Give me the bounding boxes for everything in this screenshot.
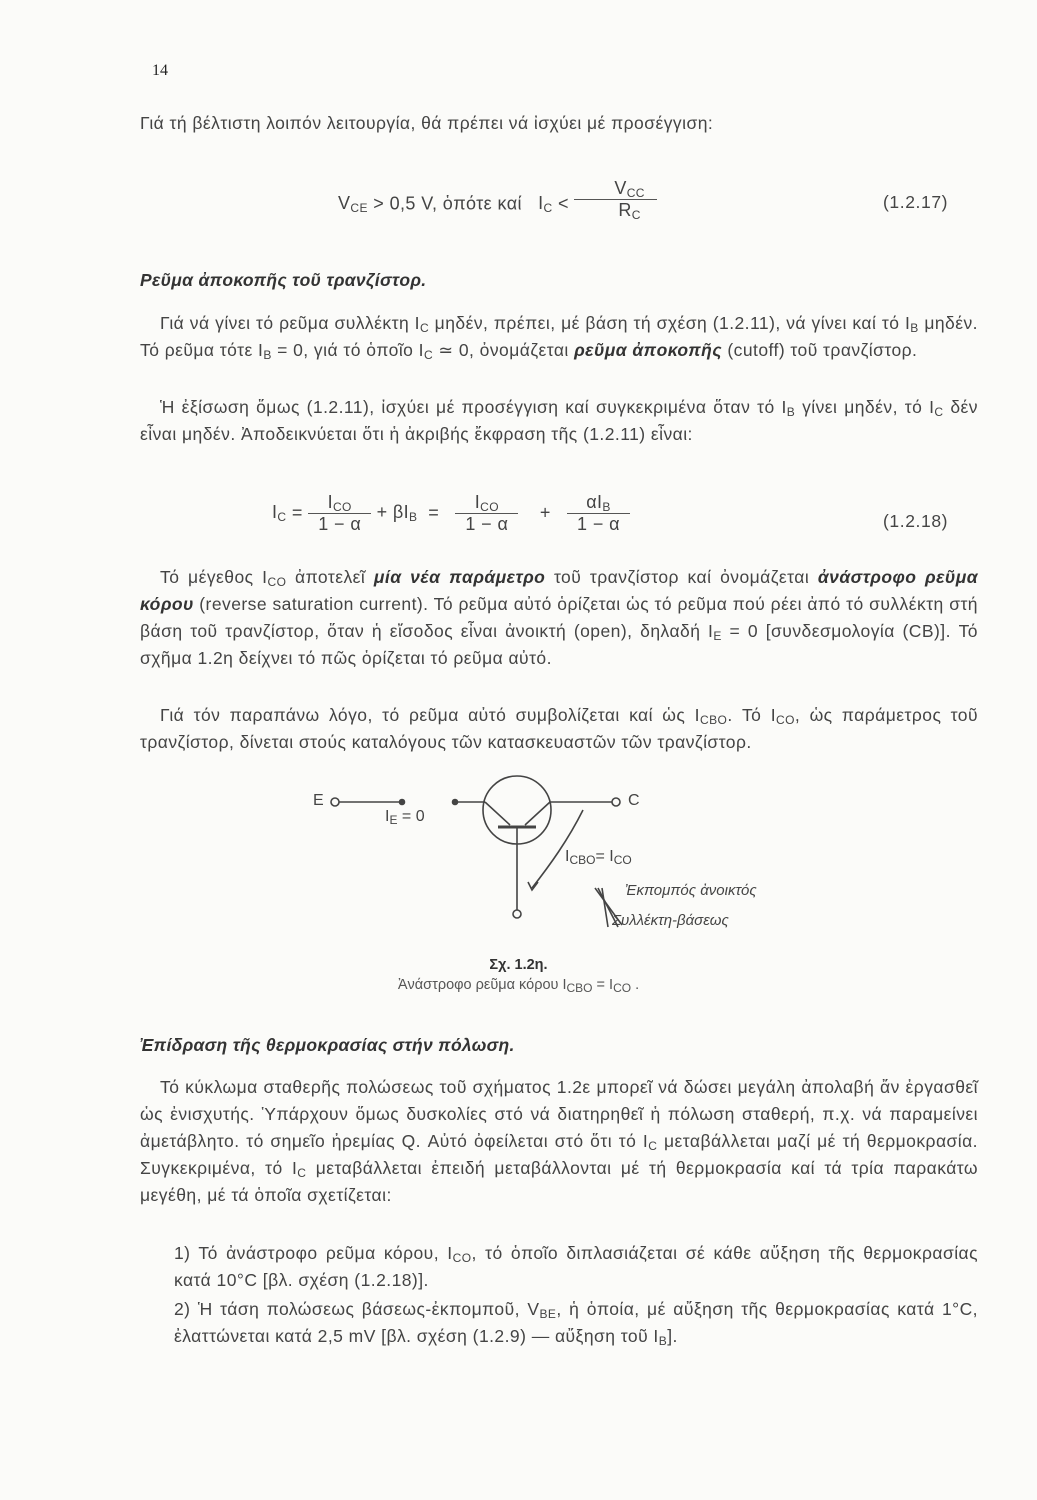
- list-item-1: 1) Τό ἀνάστροφο ρεῦμα κόρου, $I_{CO}$, τό ὁποῖο διπλασιάζεται σέ κάθε αὔξηση τῆς θερμοκρασίας κατά 10°C [βλ. σχέση (1.2.18)].: [174, 1243, 978, 1290]
- equation-number-1-2-18: (1.2.18): [883, 511, 949, 531]
- paragraph-icbo-symbol: Γιά τόν παραπάνω λόγο, τό ρεῦμα αὐτό συμβολίζεται καί ὡς $I_{CBO}$. Τό $I_{CO}$, ὡς παράμετρος τοῦ τρανζίστορ, δίνεται στούς καταλόγους τῶν κατασκευαστῶν τῶν τρανζίστορ.: [140, 705, 978, 752]
- base-terminal: [513, 910, 521, 918]
- paragraph-temperature-effect: Τό κύκλωμα σταθερῆς πολώσεως τοῦ σχήματος 1.2ε μπορεῖ νά δώσει μεγάλη ἀπολαβή ἄν ἐργασθεῖ ὡς ἐνισχυτής. Ὑπάρχουν ὅμως δυσκολίες στό νά διατηρηθεῖ ἡ πόλωση σταθερή, π.χ. νά παραμείνει ἀμετάβλητο. τό σημεῖο ἠρεμίας Q. Αὐτό ὀφείλεται στό ὅτι τό $I_C$ μεταβάλλεται μαζί μέ τή θερμοκρασία. Συγκεκριμένα, τό $I_C$ μεταβάλλεται ἐπειδή μεταβάλλονται μέ τή θερμοκρασία καί τά τρία παρακάτω μεγέθη, μέ τά ὁποῖα σχετίζεται:: [140, 1077, 978, 1205]
- eq17-vce: $V_{CE}$: [338, 193, 368, 216]
- eq17-ic: $I_C$: [538, 193, 553, 216]
- eq18-fraction-3: $\frac{\alpha I_B}{1 - \alpha}$: [567, 492, 630, 535]
- figure-caption-title: Σχ. 1.2η.: [489, 957, 548, 973]
- figure-ie-label: $I_E = 0$: [385, 808, 425, 827]
- transistor-emitter-arrow-line: [485, 802, 510, 825]
- eq17-fraction: $\frac{V_{CC}}{R_C}$: [574, 178, 657, 221]
- page-number: 14: [152, 62, 168, 79]
- eq18-fraction-2: $\frac{I_{CO}}{1 - \alpha}$: [455, 492, 518, 535]
- section-heading-temperature: Ἐπίδραση τῆς θερμοκρασίας στήν πόλωση.: [140, 1035, 515, 1055]
- figure-caption-text: Ἀνάστροφο ρεῦμα κόρου $I_{CBO} = I_{CO}$ .: [397, 977, 640, 995]
- emitter-terminal: [331, 798, 339, 806]
- paragraph-cutoff-current: Γιά νά γίνει τό ρεῦμα συλλέκτη $I_C$ μηδέν, πρέπει, μέ βάση τή σχέση (1.2.11), νά γίνει καί τό $I_B$ μηδέν. Τό ρεῦμα τότε $I_B = 0$, γιά τό ὁποῖο $I_C$ ≃ 0, ὀνομάζεται ρεῦμα ἀποκοπῆς (cutoff) τοῦ τρανζίστορ.: [140, 313, 978, 362]
- eq18-lhs: $I_C$: [272, 502, 287, 525]
- figure-label-emitter: E: [313, 792, 324, 809]
- figure-label-collector: C: [628, 792, 640, 809]
- paragraph-reverse-saturation: Τό μέγεθος $I_{CO}$ ἀποτελεῖ μία νέα παράμετρο τοῦ τρανζίστορ καί ὀνομάζεται ἀνάστροφο ρεῦμα κόρου (reverse saturation current). Τό ρεῦμα αὐτό ὁρίζεται ὡς τό ρεῦμα πού ρέει ἀπό τό συλλέκτη στή βάση τοῦ τρανζίστορ, ὅταν ἡ εἴσοδος εἶναι ἀνοικτή (open), δηλαδή $I_E = 0$ [συνδεσμολογία (CB)]. Τό σχῆμα 1.2η δείχνει τό πῶς ὁρίζεται τό ρεῦμα αὐτό.: [140, 567, 979, 668]
- section-heading-cutoff: Ρεῦμα ἀποκοπῆς τοῦ τρανζίστορ.: [140, 270, 427, 290]
- eq18-plus: +: [539, 502, 551, 523]
- paragraph-exact-expression: Ἡ ἐξίσωση ὅμως (1.2.11), ἰσχύει μέ προσέγγιση καί συγκεκριμένα ὅταν τό $I_B$ γίνει μηδέν, τό $I_C$ δέν εἶναι μηδέν. Ἀποδεικνύεται ὅτι ἡ ἀκριβής ἔκφραση τῆς (1.2.11) εἶναι:: [140, 397, 978, 444]
- eq18-equals-2: =: [428, 502, 440, 523]
- equation-number-1-2-17: (1.2.17): [883, 192, 949, 212]
- transistor-collector-line: [525, 802, 550, 825]
- eq18-beta-term: + $\beta I_B$: [376, 502, 418, 525]
- pointer-line-3: [602, 888, 608, 927]
- eq17-less-than: <: [558, 193, 569, 214]
- figure-icbo-label: $I_{CBO}= I_{CO}$: [565, 848, 632, 867]
- intro-paragraph: Γιά τή βέλτιστη λοιπόν λειτουργία, θά πρέπει νά ἰσχύει μέ προσέγγιση:: [140, 113, 714, 133]
- list-item-2: 2) Ἡ τάση πολώσεως βάσεως-ἐκπομποῦ, $V_{BE}$, ἡ ὁποία, μέ αὔξηση τῆς θερμοκρασίας κατά 1°C, ἐλαττώνεται κατά 2,5 mV [βλ. σχέση (1.2.9) — αὔξηση τοῦ $I_B$].: [174, 1299, 978, 1348]
- eq18-fraction-1: $\frac{I_{CO}}{1 - \alpha}$: [308, 492, 371, 535]
- emitter-open-end: [400, 800, 405, 805]
- figure-note-collector-base: Συλλέκτη-βάσεως: [612, 912, 729, 929]
- collector-terminal: [612, 798, 620, 806]
- eq17-condition: > 0,5 V, ὁπότε καί: [373, 193, 522, 214]
- equation-1-2-18: [272, 492, 630, 535]
- eq18-equals-1: =: [291, 502, 303, 523]
- figure-note-emitter-open: Ἐκπομπός ἀνοικτός: [625, 882, 757, 899]
- equation-1-2-17: [338, 178, 657, 222]
